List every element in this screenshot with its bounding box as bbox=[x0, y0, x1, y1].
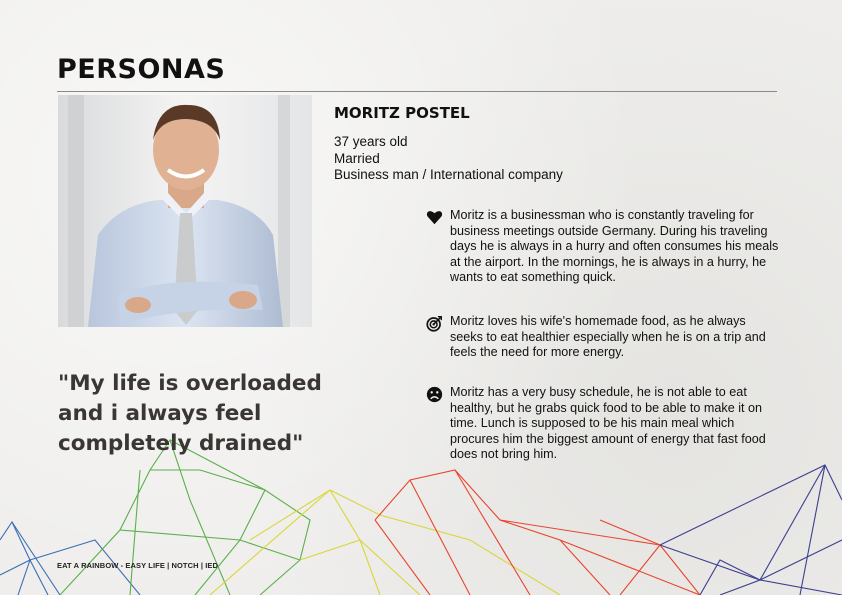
heart-icon bbox=[426, 209, 443, 226]
persona-photo bbox=[58, 95, 312, 327]
persona-age: 37 years old bbox=[334, 134, 408, 149]
section-about-text: Moritz is a businessman who is constantly traveling for business meetings outside Germany. During his traveling days he is always in a hurry and often consumes his meals at the airport. In the mornings, he is always in a hurry, he wants to eat something quick. bbox=[450, 208, 779, 285]
footer-credit: EAT A RAINBOW - EASY LIFE | NOTCH | IED bbox=[57, 561, 219, 570]
section-goals-text: Moritz loves his wife's homemade food, as he always seeks to eat healthier especially when he is on a trip and feels the need for more energy. bbox=[450, 314, 766, 360]
persona-occupation: Business man / International company bbox=[334, 167, 563, 182]
persona-quote: "My life is overloaded and i always feel completely drained" bbox=[58, 371, 322, 456]
target-icon bbox=[426, 315, 443, 332]
page-title: PERSONAS bbox=[57, 54, 226, 85]
persona-status: Married bbox=[334, 150, 380, 166]
persona-facts bbox=[334, 134, 563, 184]
sad-face-icon bbox=[426, 386, 443, 403]
section-frustrations-text: Moritz has a very busy schedule, he is not able to eat healthy, but he grabs quick food to be able to make it on time. Lunch is supposed to be his main meal which procures him the biggest amount of energy that fast food does not bring him. bbox=[450, 385, 766, 462]
title-divider bbox=[57, 91, 777, 92]
persona-name: MORITZ POSTEL bbox=[334, 104, 470, 122]
